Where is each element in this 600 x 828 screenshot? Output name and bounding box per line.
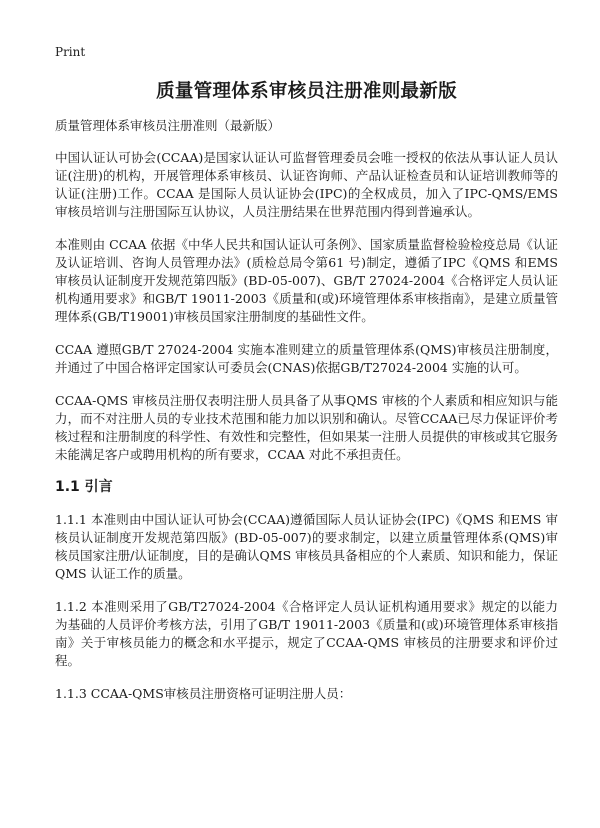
page-title: 质量管理体系审核员注册准则最新版 [156, 81, 457, 102]
intro-paragraph-basis: 本准则由 CCAA 依据《中华人民共和国认证认可条例》、国家质量监督检验检疫总局《认证及认证培训、咨询人员管理办法》(质检总局令第61 号)制定，遵循了IPC《QMS 和EMS审核员认证制度开发规范第四版》(BD-05-007)、GB/T 27024-2004《合格评定人员认证机构通用要求》和GB/T 19011-2003《质量和(或)环境管理体系审核指南》，是建立质量管理体系(GB/T19001)审核员国家注册制度的基础性文件。 [55, 237, 558, 324]
intro-paragraph-accreditation: CCAA 遵照GB/T 27024-2004 实施本准则建立的质量管理体系(QMS)审核员注册制度，并通过了中国合格评定国家认可委员会(CNAS)依据GB/T27024-2004 实施的认可。 [55, 342, 558, 375]
section-heading: 1.1 引言 [55, 479, 113, 495]
document-subtitle: 质量管理体系审核员注册准则（最新版） [55, 118, 281, 133]
print-link[interactable]: Print [55, 45, 86, 59]
intro-paragraph-disclaimer: CCAA-QMS 审核员注册仅表明注册人员具备了从事QMS 审核的个人素质和相应知识与能力，而不对注册人员的专业技术范围和能力加以识别和确认。尽管CCAA已尽力保证评价考核过程和注册制度的科学性、有效性和完整性，但如果某一注册人员提供的审核或其它服务未能满足客户或聘用机构的所有要求，CCAA 对此不承担责任。 [55, 393, 558, 462]
section-paragraph-1-1-3: 1.1.3 CCAA-QMS审核员注册资格可证明注册人员： [55, 686, 352, 701]
section-paragraph-1-1-2: 1.1.2 本准则采用了GB/T27024-2004《合格评定人员认证机构通用要求》规定的以能力为基础的人员评价考核方法，引用了GB/T 19011-2003《质量和(或)环境管理体系审核指南》关于审核员能力的概念和水平提示，规定了CCAA-QMS 审核员的注册要求和评价过程。 [55, 599, 558, 668]
intro-paragraph-ccaa: 中国认证认可协会(CCAA)是国家认证认可监督管理委员会唯一授权的依法从事认证人员认证(注册)的机构，开展管理体系审核员、认证咨询师、产品认证检查员和认证培训教师等的认证(注册)工作。CCAA 是国际人员认证协会(IPC)的全权成员，加入了IPC-QMS/EMS 审核员培训与注册国际互认协议，人员注册结果在世界范围内得到普遍承认。 [55, 150, 558, 219]
section-paragraph-1-1-1: 1.1.1 本准则由中国认证认可协会(CCAA)遵循国际人员认证协会(IPC)《QMS 和EMS 审核员认证制度开发规范第四版》(BD-05-007)的要求制定，以建立质量管理体系(QMS)审核员国家注册/认证制度，目的是确认QMS 审核员具备相应的个人素质、知识和能力，保证QMS 认证工作的质量。 [55, 512, 558, 581]
